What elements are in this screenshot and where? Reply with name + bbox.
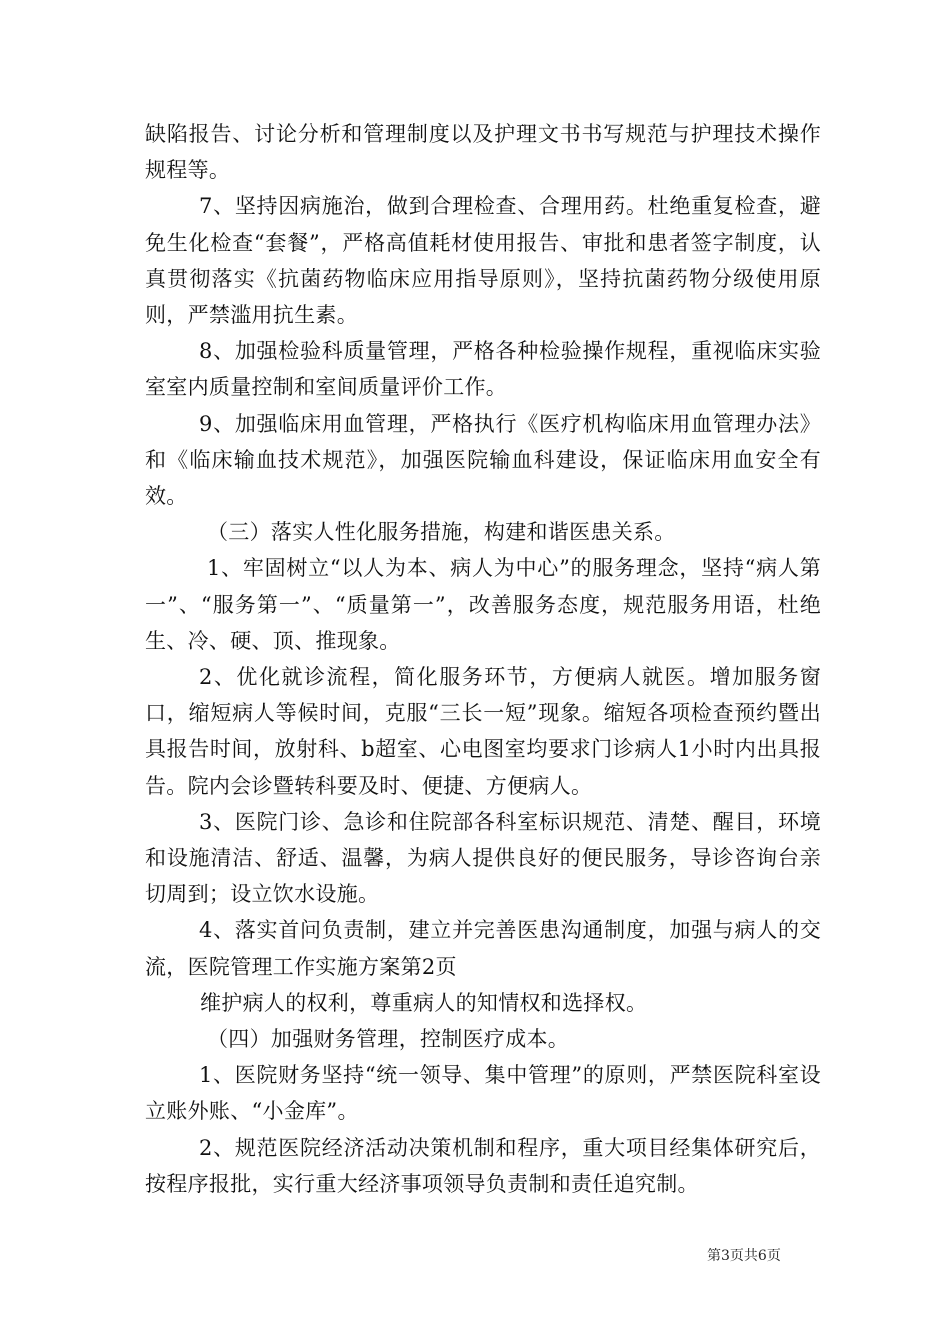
paragraph-item-4: 4、落实首问负责制，建立并完善医患沟通制度，加强与病人的交流，医院管理工作实施方案第2页 [145, 918, 821, 979]
paragraph-continuation-rights: 维护病人的权利，尊重病人的知情权和选择权。 [200, 990, 648, 1015]
paragraph-item-3: 3、医院门诊、急诊和住院部各科室标识规范、清楚、醒目，环境和设施清洁、舒适、温馨，为病人提供良好的便民服务，导诊咨询台亲切周到；设立饮水设施。 [145, 809, 821, 907]
section-heading-3: （三）落实人性化服务措施，构建和谐医患关系。 [207, 520, 676, 545]
paragraph-item-8: 8、加强检验科质量管理，严格各种检验操作规程，重视临床实验室室内质量控制和室间质量评价工作。 [145, 339, 821, 400]
paragraph-item-2: 2、优化就诊流程，简化服务环节，方便病人就医。增加服务窗口，缩短病人等候时间，克服“三长一短”现象。缩短各项检查预约暨出具报告时间，放射科、b超室、心电图室均要求门诊病人1小时内出具报告。院内会诊暨转科要及时、便捷、方便病人。 [145, 665, 821, 798]
document-body [145, 116, 821, 1202]
paragraph-finance-2: 2、规范医院经济活动决策机制和程序，重大项目经集体研究后，按程序报批，实行重大经济事项领导负责制和责任追究制。 [145, 1135, 821, 1196]
paragraph-item-7: 7、坚持因病施治，做到合理检查、合理用药。杜绝重复检查，避免生化检查“套餐”，严格高值耗材使用报告、审批和患者签字制度，认真贯彻落实《抗菌药物临床应用指导原则》，坚持抗菌药物分级使用原则，严禁滥用抗生素。 [145, 194, 821, 328]
paragraph-finance-1: 1、医院财务坚持“统一领导、集中管理”的原则，严禁医院科室设立账外账、“小金库”。 [145, 1063, 821, 1124]
page-number-footer: 第3页共6页 [707, 1248, 781, 1264]
section-heading-4: （四）加强财务管理，控制医疗成本。 [207, 1027, 570, 1052]
paragraph-item-9: 9、加强临床用血管理，严格执行《医疗机构临床用血管理办法》和《临床输血技术规范》，加强医院输血科建设，保证临床用血安全有效。 [145, 411, 821, 509]
paragraph-continuation: 缺陷报告、讨论分析和管理制度以及护理文书书写规范与护理技术操作规程等。 [145, 122, 821, 183]
paragraph-item-1: 1、牢固树立“以人为本、病人为中心”的服务理念，坚持“病人第一”、“服务第一”、“质量第一”，改善服务态度，规范服务用语，杜绝生、冷、硬、顶、推现象。 [145, 556, 821, 653]
